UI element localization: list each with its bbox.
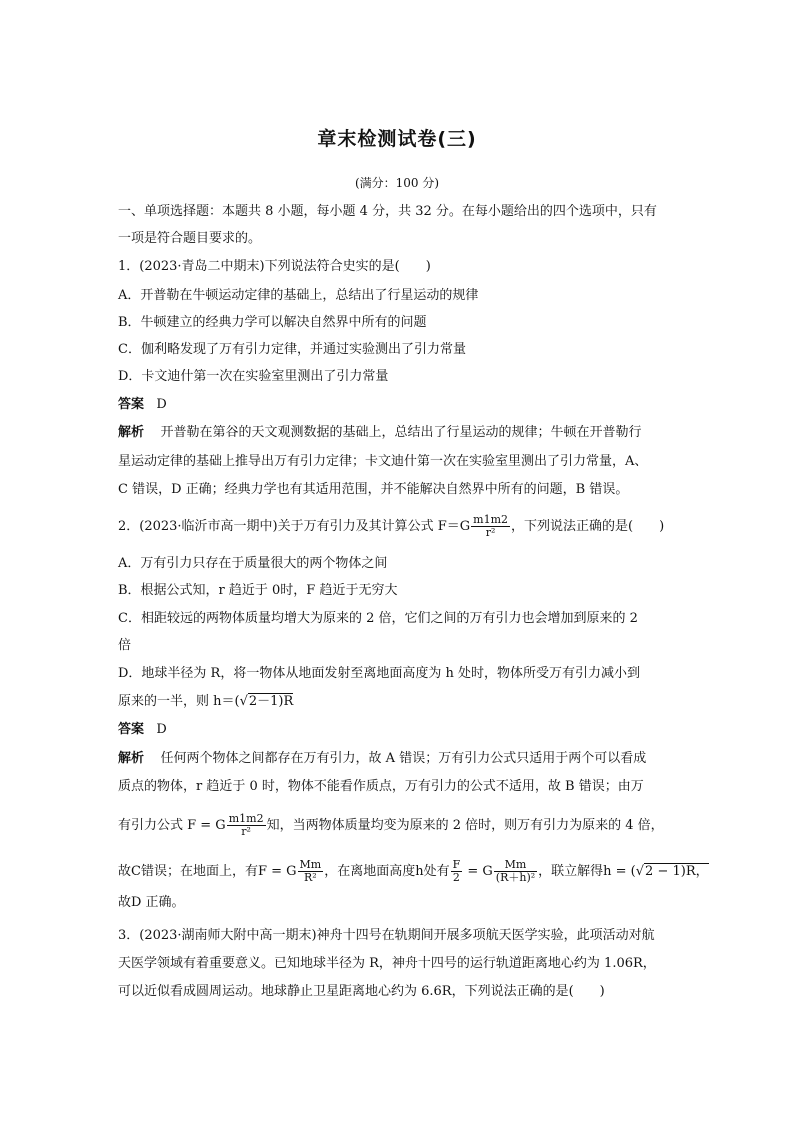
q2-explain-line3 [118,813,664,838]
formula-denominator: 2 [452,871,460,884]
q3-stem-line2: 天医学领域有着重要意义。已知地球半径为 R，神舟十四号的运行轨道距离地心约为 1.06R， [118,956,656,971]
explain-text: ，在离地面高度h处有 [324,864,450,879]
answer-value: D [156,397,167,412]
formula-denominator: (R＋h)² [495,871,536,884]
formula-fraction [227,813,266,838]
q2-option-d-line2: 原来的一半，则 h＝(√2－1)R [118,694,294,709]
section-heading-line2: 一项是符合题目要求的。 [118,231,262,246]
q1-option-c: C．伽利略发现了万有引力定律，并通过实验测出了引力常量 [118,342,466,357]
page-title: 章末检测试卷(三) [317,128,477,150]
q1-option-d: D．卡文迪什第一次在实验室里测出了引力常量 [118,369,389,384]
formula-fraction [451,859,463,884]
q1-stem: 1．(2023·青岛二中期末)下列说法符合史实的是( ) [118,259,431,274]
q2-option-b: B．根据公式知，r 趋近于 0时，F 趋近于无穷大 [118,583,398,598]
q2-option-a: A．万有引力只存在于质量很大的两个物体之间 [118,556,388,571]
full-score: (满分：100 分) [354,176,440,190]
explain-text: 知，当两物体质量均变为原来的 2 倍时，则万有引力为原来的 4 倍， [266,818,664,833]
explain-text: 有引力公式 F = G [118,818,226,833]
explain-label: 解析 [118,425,145,440]
sqrt-expression: 2－1)R [248,694,294,709]
formula-numerator: m1m2 [473,513,509,526]
formula-fraction [494,859,537,884]
formula-numerator: Mm [299,858,322,871]
q2-answer [118,721,167,739]
q2-explain-line2: 质点的物体，r 趋近于 0 时，物体不能看作质点，万有引力的公式不适用，故 B 错误；由万 [118,779,644,794]
q3-stem-line3: 可以近似看成圆周运动。地球静止卫星距离地心约为 6.6R，下列说法正确的是( ) [118,984,605,999]
formula-fraction [298,859,324,884]
q1-explain-line1 [118,424,642,442]
q2-stem-text-end: ，下列说法正确的是( ) [511,519,665,534]
q3-stem-line1: 3．(2023·湖南师大附中高一期末)神舟十四号在轨期间开展多项航天医学实验，此项活动对航 [118,928,655,943]
explain-label: 解析 [118,751,145,766]
q2-option-d-text: 原来的一半，则 h＝( [118,694,240,709]
explain-text: 任何两个物体之间都存在万有引力，故 A 错误；万有引力公式只适用于两个可以看成 [160,751,647,766]
answer-label: 答案 [118,397,145,412]
answer-label: 答案 [118,722,145,737]
sqrt-expression: 2 − 1)R， [645,864,709,879]
q2-explain-line1 [118,750,646,768]
explain-text: ，联立解得h = ( [538,864,636,879]
q2-stem-text: 2．(2023·临沂市高一期中)关于万有引力及其计算公式 F＝G [118,519,471,534]
q1-answer [118,396,167,414]
section-heading-line1: 一、单项选择题：本题共 8 小题，每小题 4 分，共 32 分。在每小题给出的四个选项中，只有 [118,204,657,219]
q1-option-a: A．开普勒在牛顿运动定律的基础上，总结出了行星运动的规律 [118,288,479,303]
q2-option-d-line1: D．地球半径为 R，将一物体从地面发射至离地面高度为 h 处时，物体所受万有引力减小到 [118,666,640,681]
q1-explain-line3: C 错误，D 正确；经典力学也有其适用范围，并不能解决自然界中所有的问题，B 错误。 [118,482,629,497]
answer-value: D [156,722,167,737]
q2-option-c-line2: 倍 [118,638,132,653]
q2-option-c-line1: C．相距较远的两物体质量均增大为原来的 2 倍，它们之间的万有引力也会增加到原来的 2 [118,611,638,626]
formula-numerator: Mm [494,859,537,872]
explain-text: = G [463,864,493,879]
explain-text: 开普勒在第谷的天文观测数据的基础上，总结出了行星运动的规律；牛顿在开普勒行 [160,425,642,440]
q1-explain-line2: 星运动定律的基础上推导出万有引力定律；卡文迪什第一次在实验室里测出了引力常量，A、 [118,454,648,469]
formula-numerator: m1m2 [228,812,264,825]
q2-explain-line4: 故C错误；在地面上，有F = G $\frac{Mm}{\text{R²}}$ ，在离地面高度h处有 $\frac{F}{2}$ = G $\frac{Mm}{\text{(R＋h)²}}$ ，联立解得h = (√2 − 1)R， [118,858,709,884]
q2-explain-line5: 故D 正确。 [118,895,185,910]
explain-text: 故C错误；在地面上，有F = G [118,864,297,879]
q2-stem [118,514,664,539]
formula-numerator: F [452,858,461,871]
formula-denominator: R² [304,871,317,884]
q1-option-b: B．牛顿建立的经典力学可以解决自然界中所有的问题 [118,315,427,330]
formula-denominator: r² [485,526,496,539]
formula-denominator: r² [241,825,251,838]
formula-fraction [471,514,510,539]
